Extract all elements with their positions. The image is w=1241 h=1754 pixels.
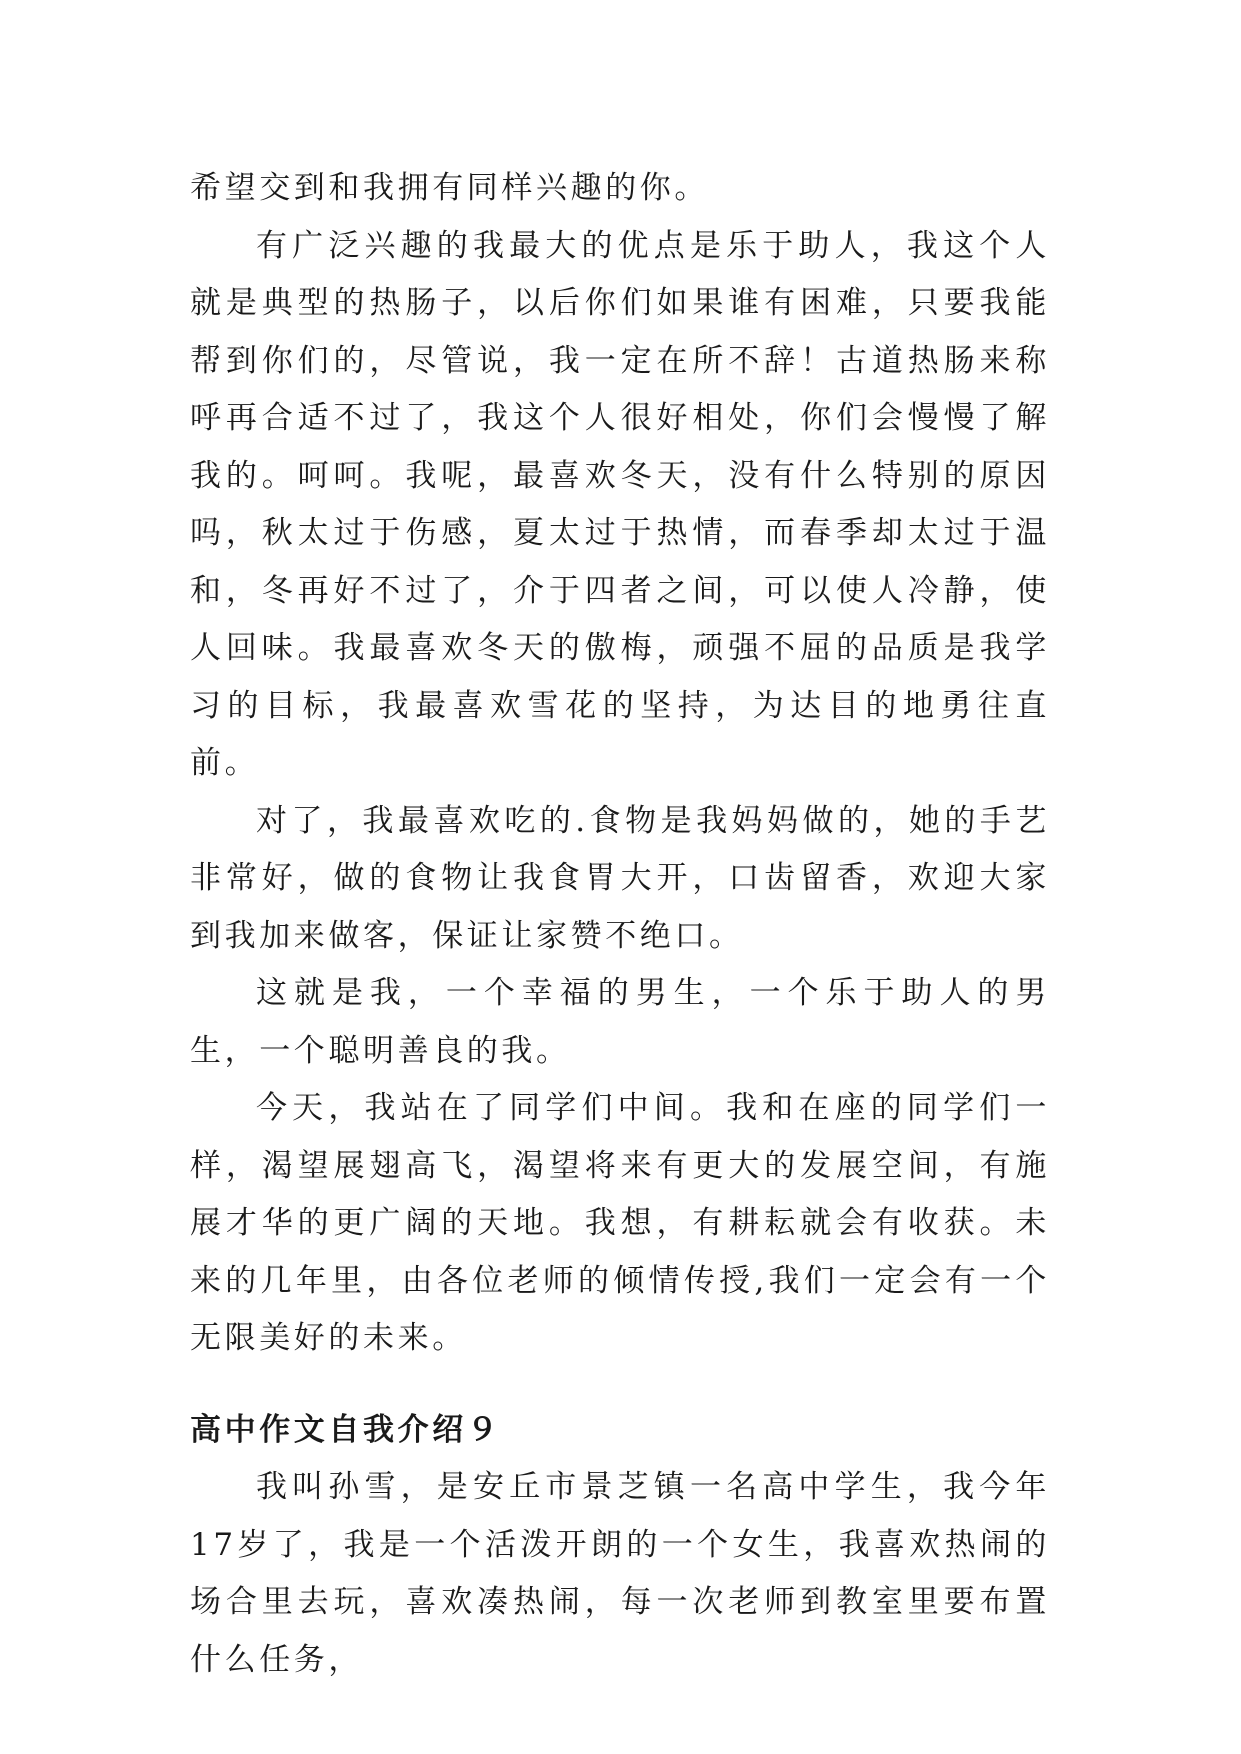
paragraph-6: 我叫孙雪，是安丘市景芝镇一名高中学生，我今年17岁了，我是一个活泼开朗的一个女生，我喜欢热闹的场合里去玩，喜欢凑热闹，每一次老师到教室里要布置什么任务， bbox=[190, 1469, 1050, 1678]
paragraph-3: 对了，我最喜欢吃的.食物是我妈妈做的，她的手艺非常好，做的食物让我食胃大开，口齿留香，欢迎大家到我加来做客，保证让家赞不绝口。 bbox=[190, 802, 1050, 954]
section-heading: 高中作文自我介绍９ bbox=[190, 1411, 502, 1448]
paragraph-1: 希望交到和我拥有同样兴趣的你。 bbox=[190, 170, 709, 206]
paragraph-2: 有广泛兴趣的我最大的优点是乐于助人，我这个人就是典型的热肠子，以后你们如果谁有困难，只要我能帮到你们的，尽管说，我一定在所不辞！古道热肠来称呼再合适不过了，我这个人很好相处，你们会慢慢了解我的。呵呵。我呢，最喜欢冬天，没有什么特别的原因吗，秋太过于伤感，夏太过于热情，而春季却太过于温和，冬再好不过了，介于四者之间，可以使人冷静，使人回味。我最喜欢冬天的傲梅，顽强不屈的品质是我学习的目标，我最喜欢雪花的坚持，为达目的地勇往直前。 bbox=[190, 227, 1050, 781]
paragraph-4: 这就是我，一个幸福的男生，一个乐于助人的男生，一个聪明善良的我。 bbox=[190, 975, 1050, 1069]
paragraph-5: 今天，我站在了同学们中间。我和在座的同学们一样，渴望展翅高飞，渴望将来有更大的发展空间，有施展才华的更广阔的天地。我想，有耕耘就会有收获。未来的几年里，由各位老师的倾情传授,我们一定会有一个无限美好的未来。 bbox=[190, 1090, 1050, 1356]
document-page bbox=[190, 160, 1050, 1689]
